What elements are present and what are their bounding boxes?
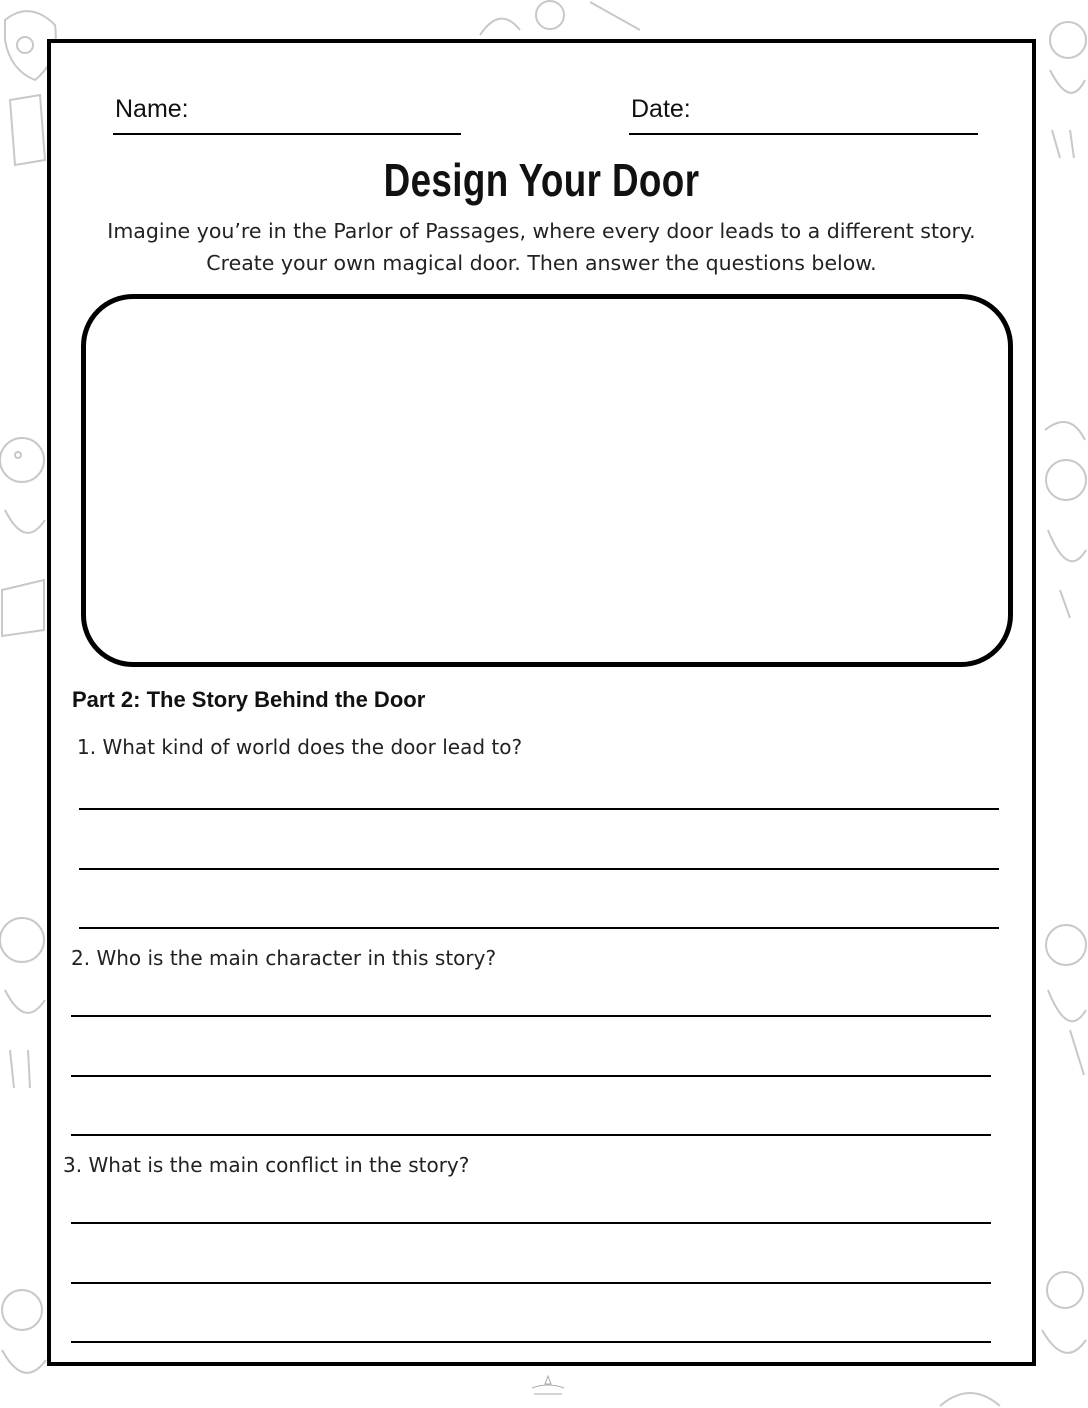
name-line bbox=[113, 133, 461, 135]
question-1: 1. What kind of world does the door lead to? bbox=[77, 735, 523, 759]
border-doodle-top-right bbox=[1040, 0, 1088, 160]
date-field[interactable] bbox=[629, 43, 979, 143]
answer-line-q1-2[interactable] bbox=[79, 868, 999, 870]
border-doodle-bottom-left bbox=[0, 1240, 48, 1408]
door-drawing-area[interactable] bbox=[81, 294, 1013, 667]
intro-line-2: Create your own magical door. Then answer the questions below. bbox=[206, 251, 877, 275]
answer-line-q1-3[interactable] bbox=[79, 927, 999, 929]
intro-text bbox=[81, 215, 1002, 279]
part2-heading: Part 2: The Story Behind the Door bbox=[72, 687, 426, 712]
worksheet-page bbox=[47, 39, 1036, 1366]
border-doodle-left-middle bbox=[0, 400, 48, 640]
answer-line-q1-1[interactable] bbox=[79, 808, 999, 810]
date-label: Date: bbox=[631, 95, 691, 123]
answer-line-q3-1[interactable] bbox=[71, 1222, 991, 1224]
answer-line-q2-2[interactable] bbox=[71, 1075, 991, 1077]
page-title: Design Your Door bbox=[383, 154, 700, 206]
answer-line-q3-2[interactable] bbox=[71, 1282, 991, 1284]
border-doodle-right-lower bbox=[1040, 890, 1088, 1080]
answer-line-q3-3[interactable] bbox=[71, 1341, 991, 1343]
border-doodle-right-middle bbox=[1040, 410, 1088, 620]
answer-line-q2-1[interactable] bbox=[71, 1015, 991, 1017]
border-doodle-left-lower bbox=[0, 890, 48, 1090]
intro-line-1: Imagine you’re in the Parlor of Passages, where every door leads to a different story. bbox=[107, 219, 976, 243]
question-2: 2. Who is the main character in this story? bbox=[71, 946, 497, 970]
publisher-logo bbox=[526, 1374, 570, 1398]
question-3: 3. What is the main conflict in the story? bbox=[63, 1153, 470, 1177]
date-line bbox=[629, 133, 978, 135]
border-doodle-top-center bbox=[470, 0, 650, 38]
name-label: Name: bbox=[115, 95, 189, 123]
answer-line-q2-3[interactable] bbox=[71, 1134, 991, 1136]
name-field[interactable] bbox=[111, 43, 461, 143]
